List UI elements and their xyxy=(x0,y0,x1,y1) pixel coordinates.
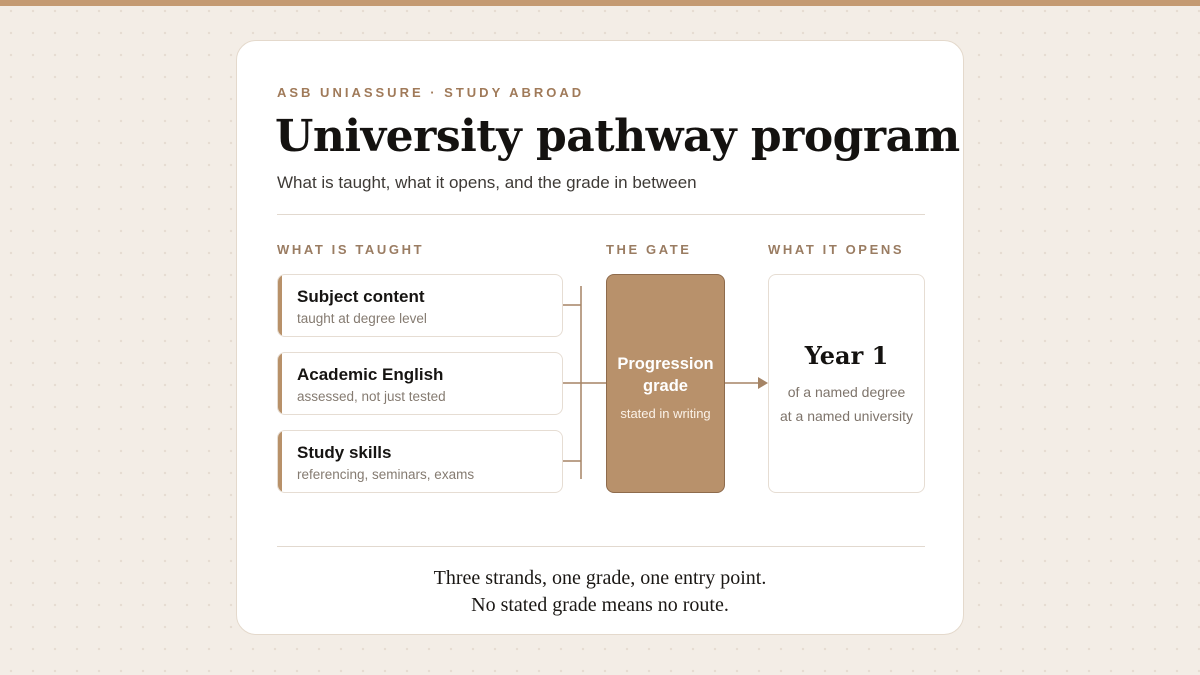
footer-line1: Three strands, one grade, one entry point. xyxy=(433,567,767,589)
gate-subtitle: stated in writing xyxy=(620,406,711,421)
gate-title xyxy=(607,353,724,397)
year-one-box xyxy=(768,274,925,493)
footer-summary xyxy=(237,565,963,619)
gate-title-line1: Progression xyxy=(617,355,714,373)
page-subtitle: What is taught, what it opens, and the grade in between xyxy=(277,173,697,192)
page-title: University pathway program xyxy=(275,111,960,162)
strand-subtitle: assessed, not just tested xyxy=(297,389,446,404)
strand-title: Subject content xyxy=(297,287,425,306)
opens-subtitle xyxy=(769,380,924,428)
opens-title: Year 1 xyxy=(804,341,889,370)
column-heading-opens: WHAT IT OPENS xyxy=(768,242,905,257)
pathway-card xyxy=(236,40,964,635)
strand-title: Academic English xyxy=(297,365,444,384)
strand-subtitle: taught at degree level xyxy=(297,311,427,326)
gate-title-line2: grade xyxy=(643,377,688,395)
progression-grade-gate xyxy=(606,274,725,493)
column-heading-taught: WHAT IS TAUGHT xyxy=(277,242,425,257)
opens-line1: of a named degree xyxy=(787,384,906,400)
column-heading-gate: THE GATE xyxy=(606,242,692,257)
footer-line2: No stated grade means no route. xyxy=(471,594,729,616)
eyebrow-label: ASB UNIASSURE · STUDY ABROAD xyxy=(277,85,585,100)
arrow-head-icon xyxy=(758,377,768,389)
strand-subtitle: referencing, seminars, exams xyxy=(297,467,475,482)
opens-line2: at a named university xyxy=(779,408,914,424)
top-accent-bar xyxy=(0,0,1200,6)
bottom-divider xyxy=(277,546,925,547)
strand-title: Study skills xyxy=(297,443,392,462)
